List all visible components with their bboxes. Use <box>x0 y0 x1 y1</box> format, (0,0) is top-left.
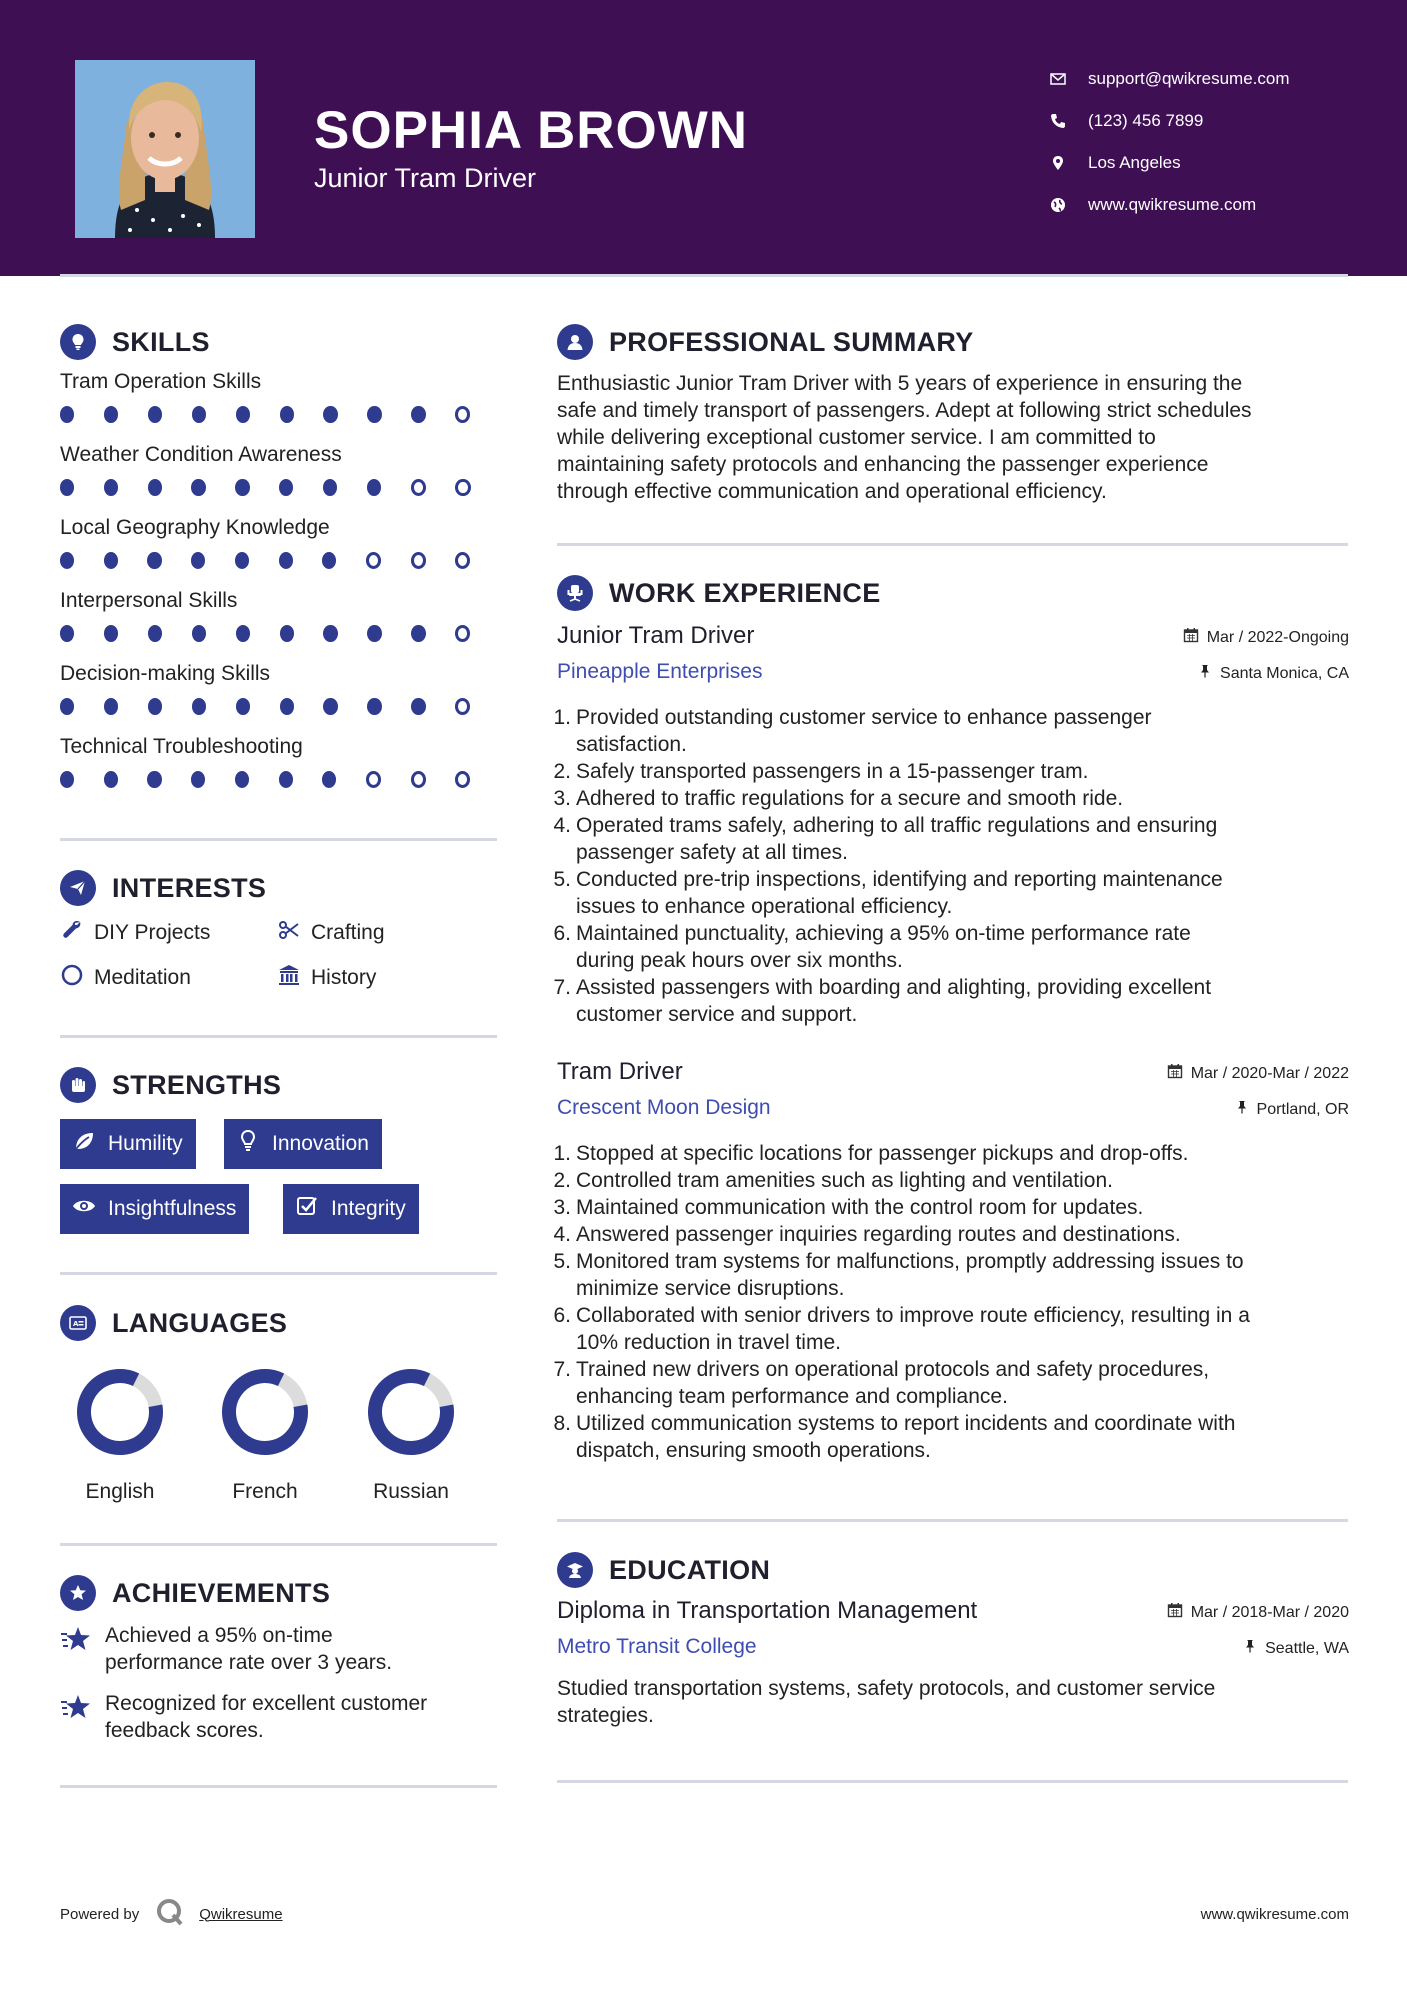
svg-text:A: A <box>73 1320 79 1328</box>
strength-label: Humility <box>108 1132 183 1155</box>
bullet-line: Collaborated with senior drivers to improve route efficiency, resulting in a <box>576 1304 1250 1327</box>
check-square-icon <box>295 1194 331 1224</box>
skill-rating <box>60 406 500 423</box>
pushpin-icon <box>1243 1639 1265 1658</box>
rating-dot-filled <box>236 698 250 715</box>
bullet-line: enhancing team performance and compliance. <box>576 1385 1008 1408</box>
job-title: Tram Driver <box>557 1058 683 1085</box>
skill-item <box>60 589 500 642</box>
contact-list <box>1050 58 1290 226</box>
bullet-text <box>576 1194 1143 1221</box>
profile-photo <box>75 60 255 238</box>
experience-heading <box>557 575 881 611</box>
summary-line: while delivering exceptional customer service. I am committed to <box>557 426 1156 449</box>
job-bullet <box>553 1167 1349 1194</box>
skill-label: Decision-making Skills <box>60 662 271 685</box>
rating-dot-filled <box>60 625 74 642</box>
office-chair-icon <box>557 575 593 611</box>
bullet-line: satisfaction. <box>576 733 687 756</box>
rating-dot-filled <box>236 625 250 642</box>
footer-website-link[interactable]: www.qwikresume.com <box>1200 1906 1349 1923</box>
skill-label: Interpersonal Skills <box>60 589 238 612</box>
languages-heading <box>60 1305 287 1341</box>
qwikresume-logo-icon <box>139 1897 199 1931</box>
rating-dot-filled <box>411 698 425 715</box>
summary-title: PROFESSIONAL SUMMARY <box>609 326 974 357</box>
rating-dot-filled <box>367 479 381 496</box>
job-bullet <box>553 866 1349 920</box>
job-bullet <box>553 1140 1349 1167</box>
bullet-text <box>576 704 1152 758</box>
job-bullet <box>553 1194 1349 1221</box>
language-donut <box>75 1367 165 1457</box>
job-bullets <box>553 704 1349 1028</box>
rating-dot-filled <box>104 479 118 496</box>
interest-item <box>60 918 210 948</box>
bullet-line: passenger safety at all times. <box>576 841 848 864</box>
language-donut <box>366 1367 456 1457</box>
bullet-line: Conducted pre-trip inspections, identifying and reporting maintenance <box>576 868 1223 891</box>
interest-label: History <box>311 966 377 989</box>
rating-dot-empty <box>366 552 381 569</box>
bullet-text <box>576 1302 1250 1356</box>
rating-dot-filled <box>322 552 336 569</box>
rating-dot-filled <box>280 625 294 642</box>
rating-dot-filled <box>280 698 294 715</box>
rating-dot-filled <box>235 552 249 569</box>
job-bullet <box>553 704 1349 758</box>
strengths-heading <box>60 1067 281 1103</box>
star-icon <box>60 1690 105 1744</box>
job-bullet <box>553 1302 1349 1356</box>
rating-dot-filled <box>235 771 249 788</box>
bullet-line: Provided outstanding customer service to enhance passenger <box>576 706 1152 729</box>
skills-title: SKILLS <box>112 326 210 357</box>
bullet-text <box>576 1410 1235 1464</box>
rating-dot-filled <box>322 771 336 788</box>
contact-website-text: www.qwikresume.com <box>1088 195 1257 214</box>
rating-dot-filled <box>148 479 162 496</box>
job-bullet <box>553 1356 1349 1410</box>
job-entry <box>553 1058 1349 1464</box>
strength-label: Insightfulness <box>108 1197 237 1220</box>
job-header <box>557 622 1349 650</box>
job-date-text: Mar / 2020-Mar / 2022 <box>1190 1064 1349 1082</box>
rating-dot-filled <box>60 698 74 715</box>
job-bullet <box>553 1221 1349 1248</box>
footer-powered-by <box>60 1897 283 1931</box>
header-divider <box>60 274 1348 277</box>
achievement-text: Achieved a 95% on-time <box>105 1624 333 1647</box>
bullet-line: Utilized communication systems to report incidents and coordinate with <box>576 1412 1236 1435</box>
bullet-line: Controlled tram amenities such as lighting and ventilation. <box>576 1169 1113 1192</box>
rating-dot-filled <box>104 406 118 423</box>
interests-title: INTERESTS <box>112 872 267 903</box>
rating-dot-filled <box>367 698 381 715</box>
divider <box>60 1272 497 1275</box>
education-description <box>557 1675 1349 1729</box>
eye-icon <box>72 1194 108 1224</box>
bullet-text <box>576 785 1123 812</box>
bullet-text <box>576 1248 1244 1302</box>
bullet-line: Safely transported passengers in a 15-passenger tram. <box>576 760 1089 783</box>
pushpin-icon <box>1235 1100 1257 1119</box>
contact-location <box>1050 142 1290 184</box>
bullet-text <box>576 812 1217 866</box>
circle-icon <box>60 963 94 993</box>
bullet-line: Monitored tram systems for malfunctions, promptly addressing issues to <box>576 1250 1244 1273</box>
education-desc-line: Studied transportation systems, safety protocols, and customer service <box>557 1677 1216 1700</box>
candidate-role: Junior Tram Driver <box>314 163 537 193</box>
job-header <box>557 1058 1349 1086</box>
skill-rating <box>60 698 500 715</box>
star-badge-icon <box>60 1575 96 1611</box>
bullet-text <box>576 1167 1113 1194</box>
bullet-number: 4. <box>553 1223 571 1246</box>
bullet-text <box>576 1140 1188 1167</box>
lightbulb-icon <box>236 1129 272 1159</box>
rating-dot-filled <box>104 625 118 642</box>
divider <box>557 1519 1348 1522</box>
languages-title: LANGUAGES <box>112 1307 288 1338</box>
achievements-title: ACHIEVEMENTS <box>112 1577 331 1608</box>
rating-dot-empty <box>455 625 470 642</box>
interest-item <box>60 963 191 993</box>
skill-label: Tram Operation Skills <box>60 370 262 393</box>
skill-item <box>60 662 500 715</box>
bullet-text <box>576 866 1223 920</box>
phone-icon <box>1050 113 1088 129</box>
job-date <box>1167 1063 1349 1084</box>
job-bullet <box>553 974 1349 1028</box>
rating-dot-filled <box>60 552 74 569</box>
language-donut <box>220 1367 310 1457</box>
divider <box>557 543 1348 546</box>
job-date-text: Mar / 2022-Ongoing <box>1206 628 1349 646</box>
education-entry <box>557 1597 1349 1729</box>
rating-dot-filled <box>147 552 161 569</box>
skill-item <box>60 516 500 569</box>
strength-chip <box>283 1184 419 1234</box>
skills-heading <box>60 324 210 360</box>
job-bullet <box>553 758 1349 785</box>
bullet-number: 3. <box>553 1196 571 1219</box>
rating-dot-empty <box>455 552 470 569</box>
bullet-number: 7. <box>553 1358 571 1381</box>
bullet-number: 1. <box>553 706 571 729</box>
rating-dot-filled <box>60 771 74 788</box>
rating-dot-filled <box>191 479 205 496</box>
rating-dot-empty <box>455 406 470 423</box>
education-heading <box>557 1552 770 1588</box>
bullet-line: Assisted passengers with boarding and alighting, providing excellent <box>576 976 1212 999</box>
bullet-number: 8. <box>553 1412 571 1435</box>
achievement-text: feedback scores. <box>105 1719 264 1742</box>
bullet-line: Trained new drivers on operational protocols and safety procedures, <box>576 1358 1210 1381</box>
language-label: English <box>85 1480 155 1503</box>
language-label: French <box>232 1480 298 1503</box>
star-icon <box>60 1622 105 1676</box>
rating-dot-empty <box>455 771 470 788</box>
interest-label: DIY Projects <box>94 921 211 944</box>
rating-dot-filled <box>148 698 162 715</box>
bullet-number: 6. <box>553 1304 571 1327</box>
divider <box>557 1780 1348 1783</box>
bullet-text <box>576 1356 1209 1410</box>
skill-label: Technical Troubleshooting <box>60 735 303 758</box>
job-company: Crescent Moon Design <box>557 1096 771 1119</box>
contact-website[interactable] <box>1050 184 1290 226</box>
bullet-number: 5. <box>553 1250 571 1273</box>
calendar-icon <box>1167 1602 1191 1623</box>
achievement-text: Recognized for excellent customer <box>105 1692 428 1715</box>
rating-dot-filled <box>147 771 161 788</box>
rating-dot-filled <box>104 698 118 715</box>
rating-dot-filled <box>60 406 74 423</box>
job-date <box>1183 627 1349 648</box>
language-card-icon <box>60 1305 96 1341</box>
bullet-text <box>576 1221 1181 1248</box>
rating-dot-filled <box>323 698 337 715</box>
achievement-item <box>60 1622 500 1676</box>
job-subheader <box>557 1096 1349 1120</box>
job-location-text: Santa Monica, CA <box>1220 664 1349 682</box>
rating-dot-filled <box>104 552 118 569</box>
fist-icon <box>60 1067 96 1103</box>
rating-dot-filled <box>367 625 381 642</box>
job-location-text: Portland, OR <box>1256 1100 1349 1118</box>
rating-dot-empty <box>411 771 426 788</box>
job-bullet <box>553 1410 1349 1464</box>
bullet-text <box>576 974 1211 1028</box>
strength-chip <box>60 1119 196 1169</box>
language-label: Russian <box>373 1480 449 1503</box>
rating-dot-empty <box>366 771 381 788</box>
rating-dot-filled <box>235 479 249 496</box>
summary-line: Enthusiastic Junior Tram Driver with 5 years of experience in ensuring the <box>557 372 1243 395</box>
job-subheader <box>557 660 1349 684</box>
bullet-line: dispatch, ensuring smooth operations. <box>576 1439 931 1462</box>
rating-dot-filled <box>236 406 250 423</box>
bullet-number: 1. <box>553 1142 571 1165</box>
map-pin-icon <box>1050 155 1088 171</box>
powered-by-text: Powered by <box>60 1905 140 1923</box>
strengths-title: STRENGTHS <box>112 1069 282 1100</box>
education-location <box>1243 1639 1349 1658</box>
job-bullet <box>553 812 1349 866</box>
contact-phone-text: (123) 456 7899 <box>1088 111 1204 130</box>
scissors-icon <box>277 918 311 948</box>
rating-dot-filled <box>411 406 425 423</box>
skill-item <box>60 370 500 423</box>
skill-rating <box>60 625 500 642</box>
bullet-number: 3. <box>553 787 571 810</box>
language-item <box>205 1367 325 1504</box>
job-location <box>1198 664 1349 683</box>
rating-dot-filled <box>280 406 294 423</box>
contact-location-text: Los Angeles <box>1088 153 1181 172</box>
bullet-text <box>576 758 1088 785</box>
job-bullet <box>553 1248 1349 1302</box>
bullet-line: Maintained punctuality, achieving a 95% on-time performance rate <box>576 922 1191 945</box>
interest-label: Meditation <box>94 966 191 989</box>
bullet-line: 10% reduction in travel time. <box>576 1331 841 1354</box>
bullet-line: Operated trams safely, adhering to all traffic regulations and ensuring <box>576 814 1218 837</box>
experience-title: WORK EXPERIENCE <box>609 577 881 608</box>
summary-line: through effective communication and operational efficiency. <box>557 480 1107 503</box>
bullet-number: 2. <box>553 1169 571 1192</box>
bullet-line: minimize service disruptions. <box>576 1277 845 1300</box>
bullet-line: Stopped at specific locations for passenger pickups and drop-offs. <box>576 1142 1189 1165</box>
bullet-text <box>576 920 1191 974</box>
job-location <box>1235 1100 1349 1119</box>
strength-label: Integrity <box>331 1197 406 1220</box>
rating-dot-filled <box>279 552 293 569</box>
education-desc-line: strategies. <box>557 1704 654 1727</box>
education-degree: Diploma in Transportation Management <box>557 1597 978 1624</box>
rating-dot-filled <box>104 771 118 788</box>
globe-icon <box>1050 197 1088 213</box>
skill-rating <box>60 479 500 496</box>
interest-item <box>277 963 376 993</box>
rating-dot-filled <box>191 552 205 569</box>
rating-dot-empty <box>411 552 426 569</box>
envelope-icon <box>1050 71 1088 87</box>
museum-icon <box>277 963 311 993</box>
rating-dot-filled <box>323 406 337 423</box>
rating-dot-empty <box>411 479 426 496</box>
bullet-number: 6. <box>553 922 571 945</box>
education-date-text: Mar / 2018-Mar / 2020 <box>1190 1603 1349 1621</box>
language-item <box>60 1367 180 1504</box>
summary-line: safe and timely transport of passengers. Adept at following strict schedules <box>557 399 1252 422</box>
skill-item <box>60 443 500 496</box>
paper-plane-icon <box>60 870 96 906</box>
job-bullet <box>553 785 1349 812</box>
achievement-item <box>60 1690 500 1744</box>
skill-label: Weather Condition Awareness <box>60 443 342 466</box>
bullet-line: Adhered to traffic regulations for a secure and smooth ride. <box>576 787 1124 810</box>
rating-dot-filled <box>323 479 337 496</box>
bullet-number: 7. <box>553 976 571 999</box>
lightbulb-icon <box>60 324 96 360</box>
rating-dot-filled <box>148 625 162 642</box>
rating-dot-filled <box>279 479 293 496</box>
bullet-line: customer service and support. <box>576 1003 858 1026</box>
interests-heading <box>60 870 266 906</box>
bullet-number: 5. <box>553 868 571 891</box>
rating-dot-filled <box>191 771 205 788</box>
strength-label: Innovation <box>272 1132 369 1155</box>
rating-dot-filled <box>367 406 381 423</box>
strength-chip <box>60 1184 249 1234</box>
job-company: Pineapple Enterprises <box>557 660 763 683</box>
interest-item <box>277 918 385 948</box>
summary-text <box>557 370 1357 505</box>
education-school: Metro Transit College <box>557 1635 757 1658</box>
job-bullets <box>553 1140 1349 1464</box>
job-title: Junior Tram Driver <box>557 622 755 649</box>
qwikresume-link[interactable]: Qwikresume <box>199 1905 283 1923</box>
bullet-line: Answered passenger inquiries regarding routes and destinations. <box>576 1223 1181 1246</box>
divider <box>60 1035 497 1038</box>
strength-chip <box>224 1119 382 1169</box>
education-title: EDUCATION <box>609 1554 771 1585</box>
job-entry <box>553 622 1349 1028</box>
job-bullet <box>553 920 1349 974</box>
divider <box>60 838 497 841</box>
rating-dot-filled <box>60 479 74 496</box>
skill-item <box>60 735 500 788</box>
bullet-line: issues to enhance operational efficiency. <box>576 895 953 918</box>
bullet-number: 2. <box>553 760 571 783</box>
leaf-icon <box>72 1129 108 1159</box>
interest-label: Crafting <box>311 921 385 944</box>
skill-rating <box>60 552 500 569</box>
skill-label: Local Geography Knowledge <box>60 516 330 539</box>
rating-dot-filled <box>279 771 293 788</box>
rating-dot-filled <box>411 625 425 642</box>
rating-dot-empty <box>455 698 470 715</box>
bullet-line: during peak hours over six months. <box>576 949 903 972</box>
bullet-line: Maintained communication with the control room for updates. <box>576 1196 1144 1219</box>
summary-heading <box>557 324 974 360</box>
rating-dot-filled <box>323 625 337 642</box>
calendar-icon <box>1183 627 1207 648</box>
divider <box>60 1785 497 1788</box>
rating-dot-empty <box>455 479 470 496</box>
education-location-text: Seattle, WA <box>1265 1639 1349 1657</box>
language-item <box>351 1367 471 1504</box>
bullet-number: 4. <box>553 814 571 837</box>
education-date <box>1167 1602 1349 1623</box>
user-icon <box>557 324 593 360</box>
skill-rating <box>60 771 500 788</box>
contact-email-text: support@qwikresume.com <box>1088 69 1290 88</box>
summary-line: maintaining safety protocols and enhancing the passenger experience <box>557 453 1209 476</box>
achievement-text: performance rate over 3 years. <box>105 1651 393 1674</box>
candidate-name: SOPHIA BROWN <box>314 101 749 160</box>
rating-dot-filled <box>192 406 206 423</box>
contact-phone[interactable] <box>1050 100 1290 142</box>
divider <box>60 1543 497 1546</box>
rating-dot-filled <box>192 625 206 642</box>
rating-dot-filled <box>148 406 162 423</box>
header <box>0 0 1407 276</box>
contact-email[interactable] <box>1050 58 1290 100</box>
calendar-icon <box>1167 1063 1191 1084</box>
graduate-icon <box>557 1552 593 1588</box>
rating-dot-filled <box>192 698 206 715</box>
wrench-icon <box>60 918 94 948</box>
pushpin-icon <box>1198 664 1220 683</box>
achievements-heading <box>60 1575 330 1611</box>
